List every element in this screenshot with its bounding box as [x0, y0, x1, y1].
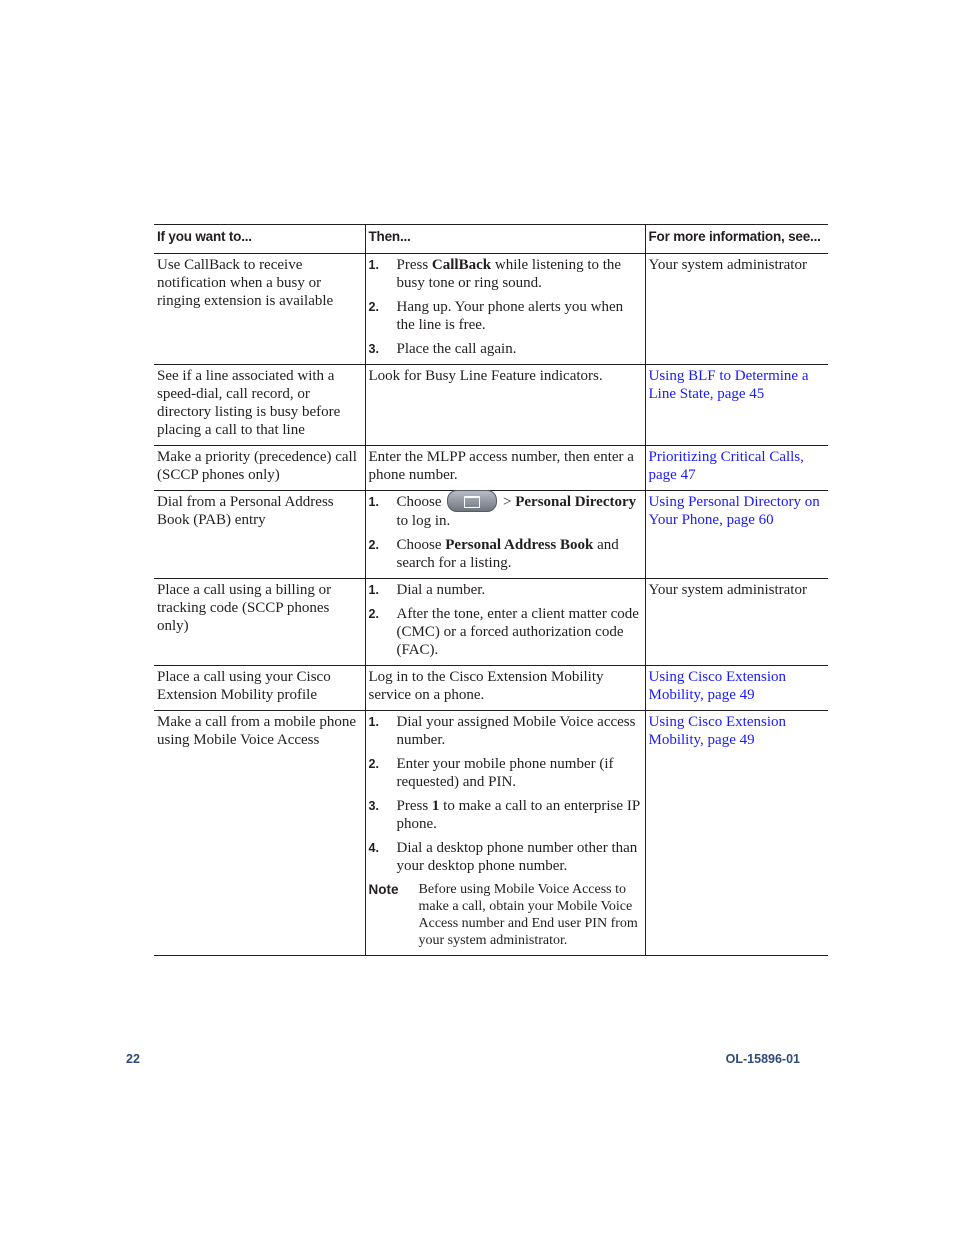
- table-row: [154, 446, 828, 491]
- step: [369, 340, 642, 358]
- step-number: 2.: [368, 537, 379, 552]
- info-cell: Your system administrator: [645, 578, 828, 665]
- feature-table: [154, 224, 828, 956]
- table-row: [154, 254, 828, 365]
- step-text: Choose Personal Address Book and search for a listing.: [396, 536, 619, 571]
- step: [369, 605, 642, 659]
- step-text: After the tone, enter a client matter code (CMC) or a forced authorization code (FAC).: [396, 605, 639, 658]
- info-cell: [645, 446, 828, 491]
- info-cell: [645, 491, 828, 579]
- step-text: Hang up. Your phone alerts you when the line is free.: [396, 299, 624, 333]
- step-text: Enter your mobile phone number (if requested) and PIN.: [396, 755, 614, 790]
- table-row: [154, 578, 828, 665]
- info-cell: [645, 365, 828, 446]
- personal-directory-label: Personal Directory: [515, 494, 637, 510]
- step: [369, 256, 642, 292]
- step-text: Press CallBack while listening to the busy tone or ring sound.: [396, 257, 622, 291]
- want-cell: Use CallBack to receive notification when a busy or ringing extension is available: [154, 254, 365, 365]
- step-number: 2.: [368, 300, 379, 314]
- then-cell: [365, 254, 645, 365]
- then-cell: Look for Busy Line Feature indicators.: [365, 365, 645, 446]
- step: [369, 298, 642, 334]
- step-number: 1.: [368, 495, 379, 509]
- info-link-personal-directory[interactable]: Using Personal Directory on Your Phone, page 60: [648, 494, 820, 528]
- table-row: [154, 665, 828, 710]
- then-cell: [365, 710, 645, 955]
- step-number: 3.: [368, 798, 379, 813]
- step-number: 2.: [368, 606, 379, 621]
- step: [369, 581, 642, 599]
- note-text: Before using Mobile Voice Access to make a call, obtain your Mobile Voice Access number and End user PIN from your system administrator.: [418, 881, 638, 948]
- step-text: Place the call again.: [396, 341, 517, 357]
- then-cell: Enter the MLPP access number, then enter a phone number.: [365, 446, 645, 491]
- header-then: Then...: [365, 225, 645, 254]
- step-number: 3.: [368, 342, 379, 356]
- want-cell: Make a call from a mobile phone using Mobile Voice Access: [154, 710, 365, 955]
- step: [369, 536, 642, 572]
- header-want: If you want to...: [154, 225, 365, 254]
- step: [369, 755, 642, 791]
- softkey-callback: CallBack: [431, 257, 492, 273]
- table-header-row: [154, 225, 828, 254]
- step-number: 2.: [368, 756, 379, 771]
- step-text: Dial a desktop phone number other than your desktop phone number.: [396, 839, 638, 874]
- note-label: Note: [368, 881, 399, 897]
- step: [369, 797, 642, 833]
- step-text: Dial your assigned Mobile Voice access number.: [396, 713, 636, 748]
- info-link-priority[interactable]: Prioritizing Critical Calls, page 47: [648, 449, 804, 483]
- step-number: 4.: [368, 840, 379, 855]
- info-link-extension-mobility-2[interactable]: Using Cisco Extension Mobility, page 49: [648, 713, 786, 748]
- step-number: 1.: [368, 582, 379, 597]
- info-cell: Your system administrator: [645, 254, 828, 365]
- info-cell: [645, 710, 828, 955]
- want-cell: Place a call using a billing or tracking code (SCCP phones only): [154, 578, 365, 665]
- then-cell: [365, 491, 645, 579]
- personal-address-book-label: Personal Address Book: [445, 536, 594, 553]
- page-number: 22: [126, 1052, 140, 1066]
- step-text: Dial a number.: [396, 581, 486, 598]
- key-1: 1: [431, 797, 440, 814]
- step-text: Choose > Personal Directory to log in.: [397, 493, 642, 530]
- want-cell: Make a priority (precedence) call (SCCP phones only): [154, 446, 365, 491]
- document-id: OL-15896-01: [725, 1052, 800, 1066]
- info-link-extension-mobility[interactable]: Using Cisco Extension Mobility, page 49: [648, 668, 786, 703]
- step-text: Press 1 to make a call to an enterprise IP phone.: [396, 797, 640, 832]
- info-link-blf[interactable]: Using BLF to Determine a Line State, page 45: [648, 368, 809, 402]
- table-row: [154, 365, 828, 446]
- info-cell: [645, 665, 828, 710]
- step-number: 1.: [368, 258, 379, 272]
- step-number: 1.: [368, 714, 379, 729]
- want-cell: Dial from a Personal Address Book (PAB) entry: [154, 491, 365, 579]
- note: [369, 881, 642, 949]
- then-cell: Log in to the Cisco Extension Mobility service on a phone.: [365, 665, 645, 710]
- then-cell: [365, 578, 645, 665]
- step: [369, 493, 642, 530]
- table-row: [154, 710, 828, 955]
- table-row: [154, 491, 828, 579]
- step: [369, 839, 642, 875]
- step: [369, 713, 642, 749]
- want-cell: Place a call using your Cisco Extension Mobility profile: [154, 665, 365, 710]
- want-cell: See if a line associated with a speed-dial, call record, or directory listing is busy before placing a call to that line: [154, 365, 365, 446]
- directories-button-icon: [447, 490, 497, 512]
- header-info: For more information, see...: [645, 225, 828, 254]
